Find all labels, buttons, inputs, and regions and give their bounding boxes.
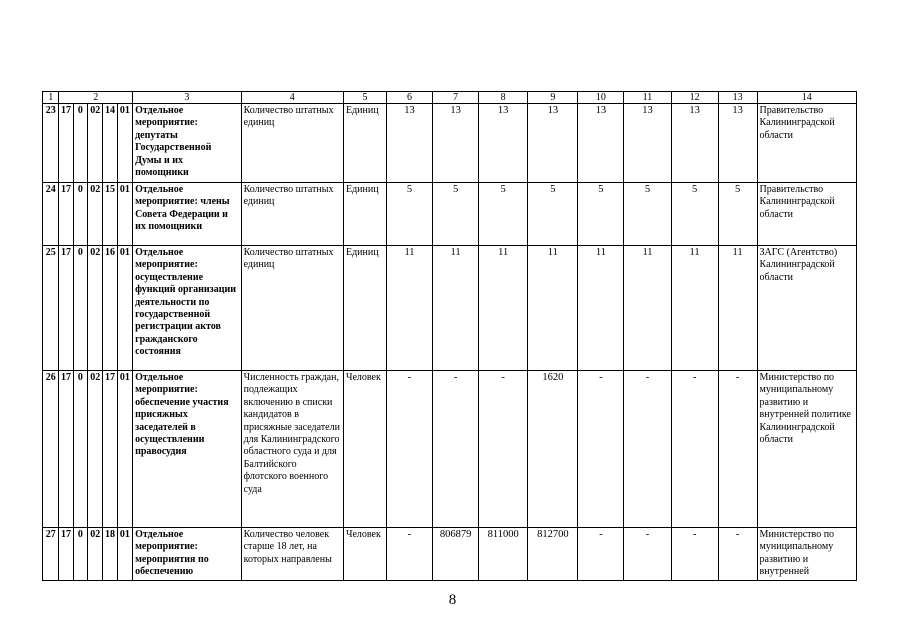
header-col-5: 5: [343, 92, 386, 104]
row-number: 24: [43, 183, 59, 246]
value-col-11: 5: [624, 183, 671, 246]
indicator-name: Количество штатных единиц: [241, 104, 343, 183]
code-subprogram: 0: [73, 246, 87, 371]
program-indicators-table: [42, 91, 857, 581]
event-name: Отдельное мероприятие: депутаты Государственной Думы и их помощники: [133, 104, 242, 183]
value-col-11: 11: [624, 246, 671, 371]
responsible-executor: Правительство Калининградской области: [757, 104, 856, 183]
value-col-6: 5: [386, 183, 432, 246]
value-col-9: 812700: [528, 528, 578, 581]
unit-of-measure: Единиц: [343, 183, 386, 246]
code-indicator: 01: [117, 246, 132, 371]
indicator-name: Количество человек старше 18 лет, на которых направлены: [241, 528, 343, 581]
header-col-1: 1: [43, 92, 59, 104]
value-col-9: 13: [528, 104, 578, 183]
value-col-10: -: [578, 371, 624, 528]
header-col-14: 14: [757, 92, 856, 104]
header-col-11: 11: [624, 92, 671, 104]
code-subprogram: 0: [73, 104, 87, 183]
header-col-7: 7: [433, 92, 479, 104]
value-col-8: 11: [479, 246, 528, 371]
value-col-13: 11: [718, 246, 757, 371]
code-indicator: 01: [117, 183, 132, 246]
value-col-9: 5: [528, 183, 578, 246]
indicator-name: Количество штатных единиц: [241, 246, 343, 371]
header-col-3: 3: [133, 92, 242, 104]
value-col-12: 13: [671, 104, 718, 183]
code-event: 18: [103, 528, 117, 581]
value-col-13: -: [718, 371, 757, 528]
code-group: 02: [88, 183, 103, 246]
value-col-7: 5: [433, 183, 479, 246]
value-col-10: 13: [578, 104, 624, 183]
responsible-executor: ЗАГС (Агентство) Калининградской области: [757, 246, 856, 371]
code-subprogram: 0: [73, 371, 87, 528]
value-col-11: -: [624, 371, 671, 528]
event-name: Отдельное мероприятие: обеспечение участия присяжных заседателей в осуществлении правосудия: [133, 371, 242, 528]
value-col-6: -: [386, 528, 432, 581]
value-col-12: 11: [671, 246, 718, 371]
value-col-8: 811000: [479, 528, 528, 581]
value-col-8: 13: [479, 104, 528, 183]
code-subprogram: 0: [73, 183, 87, 246]
header-col-2: 2: [59, 92, 133, 104]
value-col-7: 11: [433, 246, 479, 371]
value-col-7: -: [433, 371, 479, 528]
value-col-13: 13: [718, 104, 757, 183]
header-col-12: 12: [671, 92, 718, 104]
code-program: 17: [59, 246, 73, 371]
value-col-12: 5: [671, 183, 718, 246]
value-col-7: 13: [433, 104, 479, 183]
indicator-name: Численность граждан, подлежащих включению в списки кандидатов в присяжные заседатели для Калининградского областного суда и для Балтийского флотского военного суда: [241, 371, 343, 528]
code-program: 17: [59, 104, 73, 183]
code-event: 17: [103, 371, 117, 528]
header-col-9: 9: [528, 92, 578, 104]
value-col-7: 806879: [433, 528, 479, 581]
header-col-10: 10: [578, 92, 624, 104]
responsible-executor: Министерство по муниципальному развитию и внутренней: [757, 528, 856, 581]
row-number: 23: [43, 104, 59, 183]
code-group: 02: [88, 104, 103, 183]
event-name: Отдельное мероприятие: мероприятия по обеспечению: [133, 528, 242, 581]
value-col-13: -: [718, 528, 757, 581]
value-col-12: -: [671, 371, 718, 528]
value-col-9: 11: [528, 246, 578, 371]
unit-of-measure: Единиц: [343, 246, 386, 371]
responsible-executor: Министерство по муниципальному развитию и внутренней политике Калининградской области: [757, 371, 856, 528]
code-event: 15: [103, 183, 117, 246]
value-col-9: 1620: [528, 371, 578, 528]
header-col-13: 13: [718, 92, 757, 104]
value-col-10: -: [578, 528, 624, 581]
header-col-4: 4: [241, 92, 343, 104]
event-name: Отдельное мероприятие: члены Совета Федерации и их помощники: [133, 183, 242, 246]
row-number: 25: [43, 246, 59, 371]
table-row: [43, 371, 857, 528]
code-group: 02: [88, 246, 103, 371]
unit-of-measure: Человек: [343, 371, 386, 528]
value-col-10: 11: [578, 246, 624, 371]
code-program: 17: [59, 371, 73, 528]
event-name: Отдельное мероприятие: осуществление функций организации деятельности по государственной регистрации актов гражданского состояния: [133, 246, 242, 371]
code-subprogram: 0: [73, 528, 87, 581]
indicator-name: Количество штатных единиц: [241, 183, 343, 246]
value-col-11: -: [624, 528, 671, 581]
value-col-12: -: [671, 528, 718, 581]
unit-of-measure: Человек: [343, 528, 386, 581]
unit-of-measure: Единиц: [343, 104, 386, 183]
header-col-8: 8: [479, 92, 528, 104]
value-col-6: 13: [386, 104, 432, 183]
value-col-6: -: [386, 371, 432, 528]
column-number-row: [43, 92, 857, 104]
code-event: 16: [103, 246, 117, 371]
code-indicator: 01: [117, 371, 132, 528]
header-col-6: 6: [386, 92, 432, 104]
code-group: 02: [88, 528, 103, 581]
table-row: [43, 104, 857, 183]
value-col-10: 5: [578, 183, 624, 246]
page-number: 8: [448, 592, 457, 608]
value-col-11: 13: [624, 104, 671, 183]
row-number: 26: [43, 371, 59, 528]
value-col-13: 5: [718, 183, 757, 246]
code-program: 17: [59, 183, 73, 246]
value-col-8: 5: [479, 183, 528, 246]
code-indicator: 01: [117, 104, 132, 183]
row-number: 27: [43, 528, 59, 581]
value-col-6: 11: [386, 246, 432, 371]
code-group: 02: [88, 371, 103, 528]
code-indicator: 01: [117, 528, 132, 581]
value-col-8: -: [479, 371, 528, 528]
table-row: [43, 528, 857, 581]
table-row: [43, 183, 857, 246]
responsible-executor: Правительство Калининградской области: [757, 183, 856, 246]
code-event: 14: [103, 104, 117, 183]
code-program: 17: [59, 528, 73, 581]
table-row: [43, 246, 857, 371]
